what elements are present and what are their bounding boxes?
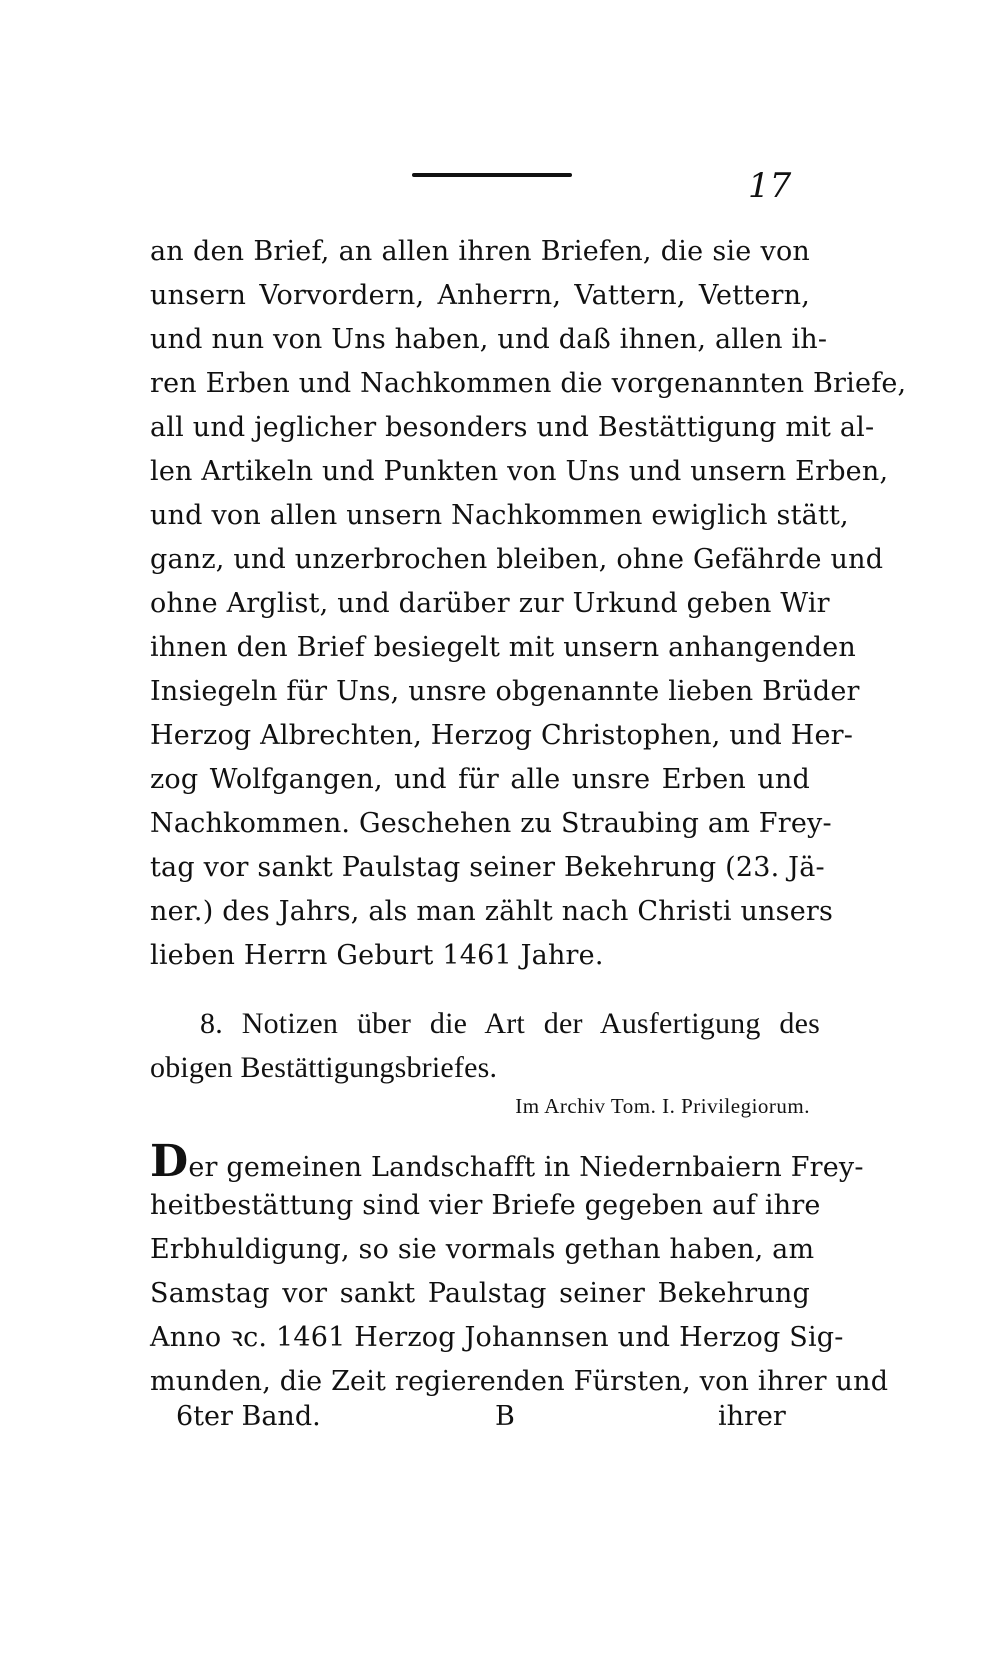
catchword: ihrer — [718, 1401, 786, 1432]
page-footer — [0, 1395, 1000, 1439]
text-line: und nun von Uns haben, und daß ihnen, allen ih- — [150, 324, 828, 355]
text-line: lieben Herrn Geburt 1461 Jahre. — [150, 940, 604, 971]
text-line: ganz, und unzerbrochen bleiben, ohne Gefährde und — [150, 544, 884, 575]
text-line: zog Wolfgangen, und für alle unsre Erben und — [150, 764, 810, 795]
text-line: Anno ꝛc. 1461 Herzog Johannsen und Herzog Sig- — [150, 1322, 844, 1353]
volume-signature: 6ter Band. — [176, 1401, 321, 1432]
header-rule — [412, 173, 572, 177]
main-text-block — [150, 230, 907, 978]
section-heading-line: obigen Bestättigungsbriefes. — [150, 1051, 498, 1084]
text-line: tag vor sankt Paulstag seiner Bekehrung (23. Jä- — [150, 852, 825, 883]
text-line: ren Erben und Nachkommen die vorgenannten Briefe, — [150, 368, 907, 399]
text-line: unsern Vorvordern, Anherrn, Vattern, Vettern, — [150, 280, 810, 311]
text-line: Erbhuldigung, so sie vormals gethan haben, am — [150, 1234, 815, 1265]
first-line-text: er gemeinen Landschafft in Niedernbaiern Frey- — [188, 1152, 864, 1183]
text-line: munden, die Zeit regierenden Fürsten, von ihrer und — [150, 1366, 889, 1397]
text-line: und von allen unsern Nachkommen ewiglich stätt, — [150, 500, 849, 531]
second-text-block — [150, 1136, 889, 1404]
text-line: Samstag vor sankt Paulstag seiner Bekehrung — [150, 1278, 810, 1309]
text-line: len Artikeln und Punkten von Uns und unsern Erben, — [150, 456, 889, 487]
section-heading-line: 8. Notizen über die Art der Ausfertigung des — [200, 1007, 820, 1040]
page-number: 17 — [748, 166, 792, 206]
text-line: an den Brief, an allen ihren Briefen, die sie von — [150, 236, 810, 267]
text-line: ohne Arglist, und darüber zur Urkund geben Wir — [150, 588, 830, 619]
text-line-first — [150, 1136, 864, 1187]
text-line: all und jeglicher besonders und Bestättigung mit al- — [150, 412, 875, 443]
text-line: Insiegeln für Uns, unsre obgenannte lieben Brüder — [150, 676, 860, 707]
sheet-signature: B — [495, 1401, 515, 1432]
drop-cap: D — [150, 1136, 189, 1187]
text-line: Herzog Albrechten, Herzog Christophen, und Her- — [150, 720, 854, 751]
text-line: Nachkommen. Geschehen zu Straubing am Frey- — [150, 808, 832, 839]
source-reference: Im Archiv Tom. I. Privilegiorum. — [515, 1094, 810, 1118]
text-line: ner.) des Jahrs, als man zählt nach Christi unsers — [150, 896, 834, 927]
section-heading — [150, 1002, 820, 1090]
text-line: ihnen den Brief besiegelt mit unsern anhangenden — [150, 632, 857, 663]
text-line: heitbestättung sind vier Briefe gegeben auf ihre — [150, 1190, 821, 1221]
